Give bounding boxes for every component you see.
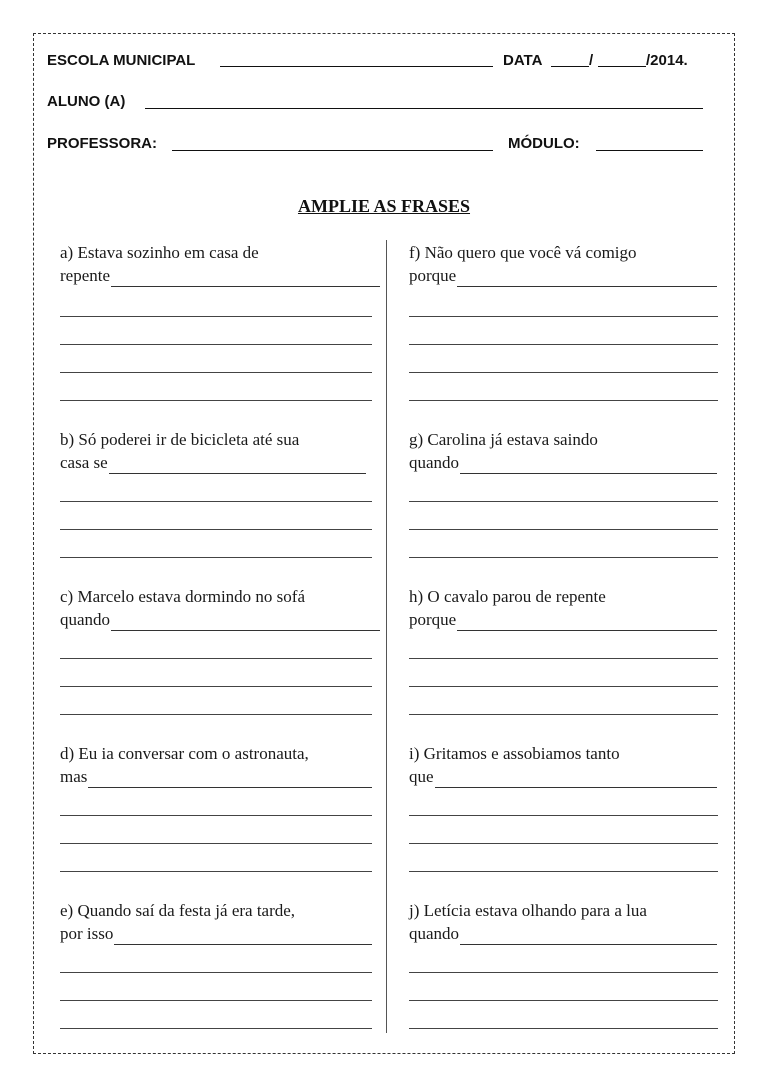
- question-i: [409, 742, 717, 788]
- question-continuation: casa se: [60, 453, 108, 472]
- answer-line[interactable]: [409, 372, 718, 373]
- date-year: /2014.: [646, 52, 688, 69]
- answer-line[interactable]: [409, 972, 718, 973]
- question-continuation: porque: [409, 266, 457, 285]
- answer-line[interactable]: [457, 270, 717, 287]
- answer-line[interactable]: [60, 372, 372, 373]
- answer-line[interactable]: [114, 928, 372, 945]
- teacher-label: PROFESSORA:: [47, 135, 158, 152]
- question-c: [60, 585, 380, 631]
- answer-line[interactable]: [409, 843, 718, 844]
- question-text: d) Eu ia conversar com o astronauta,: [60, 744, 309, 763]
- date-label: DATA: [503, 52, 543, 69]
- question-text: h) O cavalo parou de repente: [409, 587, 606, 606]
- answer-line[interactable]: [60, 1000, 372, 1001]
- teacher-field[interactable]: [172, 150, 493, 151]
- answer-line[interactable]: [60, 501, 372, 502]
- question-continuation: quando: [409, 453, 460, 472]
- date-separator-1: /: [589, 52, 594, 69]
- answer-line[interactable]: [457, 614, 717, 631]
- question-a: [60, 241, 380, 287]
- answer-line[interactable]: [409, 529, 718, 530]
- module-label: MÓDULO:: [508, 135, 580, 152]
- answer-line[interactable]: [409, 871, 718, 872]
- question-g: [409, 428, 717, 474]
- answer-line[interactable]: [60, 316, 372, 317]
- answer-line[interactable]: [60, 344, 372, 345]
- question-continuation: porque: [409, 610, 457, 629]
- answer-line[interactable]: [60, 871, 372, 872]
- answer-line[interactable]: [109, 457, 366, 474]
- question-b: [60, 428, 380, 474]
- question-d: [60, 742, 380, 788]
- answer-line[interactable]: [409, 714, 718, 715]
- student-field[interactable]: [145, 108, 703, 109]
- question-text: f) Não quero que você vá comigo: [409, 243, 637, 262]
- answer-line[interactable]: [60, 972, 372, 973]
- answer-line[interactable]: [60, 557, 372, 558]
- question-text: j) Letícia estava olhando para a lua: [409, 901, 647, 920]
- school-field[interactable]: [220, 66, 493, 67]
- answer-line[interactable]: [409, 815, 718, 816]
- question-continuation: quando: [60, 610, 111, 629]
- answer-line[interactable]: [409, 557, 718, 558]
- question-text: i) Gritamos e assobiamos tanto: [409, 744, 620, 763]
- column-divider: [386, 240, 387, 1033]
- answer-line[interactable]: [60, 714, 372, 715]
- answer-line[interactable]: [111, 614, 380, 631]
- answer-line[interactable]: [435, 771, 717, 788]
- answer-line[interactable]: [88, 771, 372, 788]
- school-label: ESCOLA MUNICIPAL: [47, 52, 196, 69]
- question-text: a) Estava sozinho em casa de: [60, 243, 259, 262]
- answer-line[interactable]: [409, 658, 718, 659]
- page-title: AMPLIE AS FRASES: [297, 196, 471, 216]
- question-j: [409, 899, 717, 945]
- answer-line[interactable]: [409, 1028, 718, 1029]
- question-continuation: por isso: [60, 924, 114, 943]
- question-text: e) Quando saí da festa já era tarde,: [60, 901, 296, 920]
- answer-line[interactable]: [60, 815, 372, 816]
- question-h: [409, 585, 717, 631]
- question-e: [60, 899, 380, 945]
- answer-line[interactable]: [460, 928, 717, 945]
- answer-line[interactable]: [409, 501, 718, 502]
- answer-line[interactable]: [60, 529, 372, 530]
- student-label: ALUNO (A): [47, 93, 126, 110]
- answer-line[interactable]: [60, 843, 372, 844]
- answer-line[interactable]: [409, 316, 718, 317]
- answer-line[interactable]: [60, 1028, 372, 1029]
- answer-line[interactable]: [60, 658, 372, 659]
- question-text: g) Carolina já estava saindo: [409, 430, 598, 449]
- question-continuation: que: [409, 767, 434, 786]
- date-day-field[interactable]: [551, 66, 589, 67]
- answer-line[interactable]: [111, 270, 380, 287]
- question-continuation: repente: [60, 266, 111, 285]
- module-field[interactable]: [596, 150, 703, 151]
- answer-line[interactable]: [409, 344, 718, 345]
- question-f: [409, 241, 717, 287]
- answer-line[interactable]: [60, 686, 372, 687]
- answer-line[interactable]: [409, 1000, 718, 1001]
- answer-line[interactable]: [60, 400, 372, 401]
- question-text: c) Marcelo estava dormindo no sofá: [60, 587, 305, 606]
- date-month-field[interactable]: [598, 66, 646, 67]
- answer-line[interactable]: [409, 400, 718, 401]
- question-continuation: mas: [60, 767, 88, 786]
- question-continuation: quando: [409, 924, 460, 943]
- answer-line[interactable]: [409, 686, 718, 687]
- answer-line[interactable]: [460, 457, 717, 474]
- question-text: b) Só poderei ir de bicicleta até sua: [60, 430, 300, 449]
